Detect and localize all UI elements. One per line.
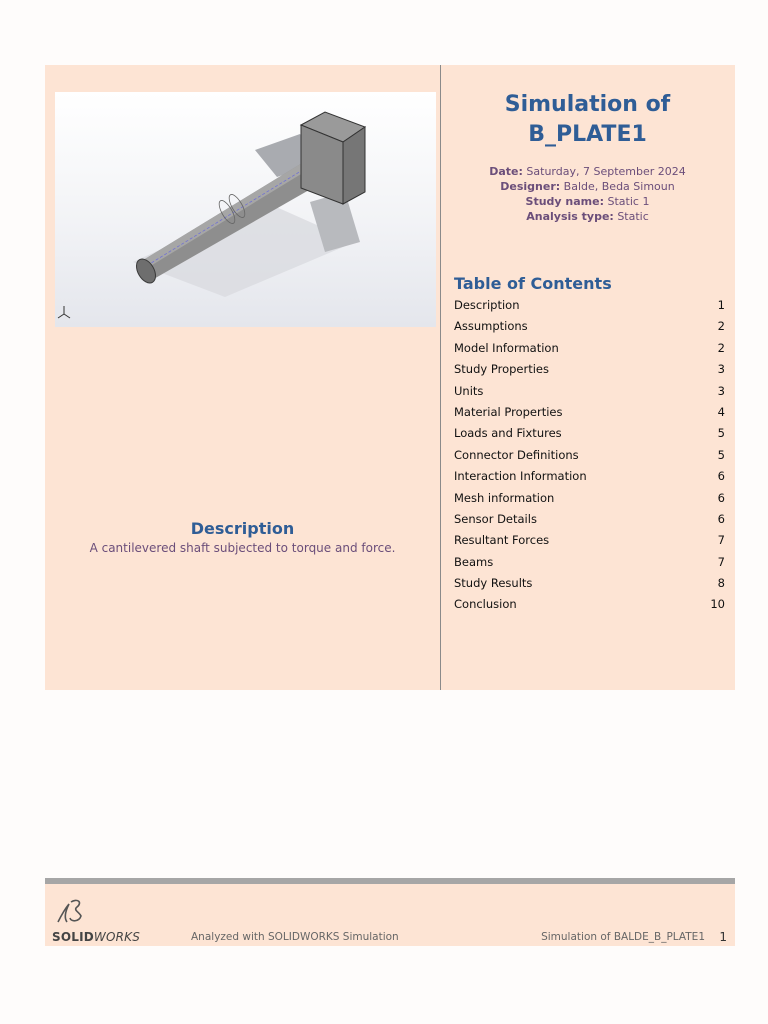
toc-item-page: 5 <box>717 447 725 462</box>
toc-item-label: Resultant Forces <box>454 533 550 548</box>
page-footer <box>45 884 735 946</box>
toc-item-page: 2 <box>717 319 725 334</box>
toc-item-page: 3 <box>717 383 725 398</box>
toc-item-page: 1 <box>717 298 725 312</box>
brand-bold: SOLID <box>52 930 94 944</box>
toc-item-page: 7 <box>717 554 725 569</box>
meta-study-value: Static 1 <box>607 195 650 208</box>
toc-item-label: Connector Definitions <box>454 447 579 462</box>
toc-item[interactable] <box>454 445 725 466</box>
toc-item[interactable] <box>454 573 725 594</box>
toc-item-label: Material Properties <box>454 404 563 419</box>
toc-item[interactable] <box>454 594 725 615</box>
toc-item-label: Study Results <box>454 576 533 591</box>
toc-item-page: 5 <box>717 426 725 441</box>
toc-list <box>454 295 725 616</box>
toc-item[interactable] <box>454 552 725 573</box>
toc-item[interactable] <box>454 295 725 316</box>
meta-analysis <box>440 209 735 224</box>
toc-item-label: Loads and Fixtures <box>454 426 562 441</box>
shaft-model-render <box>55 92 436 327</box>
toc-item-label: Study Properties <box>454 362 549 377</box>
meta-designer <box>440 179 735 194</box>
toc-item-page: 7 <box>717 533 725 548</box>
report-title-text: Simulation of B_PLATE1 <box>504 92 671 147</box>
toc-item-page: 10 <box>710 597 725 612</box>
toc-heading: Table of Contents <box>454 274 612 293</box>
solidworks-brand <box>52 930 140 944</box>
toc-item[interactable] <box>454 338 725 359</box>
footer-document-title: Simulation of BALDE_B_PLATE1 <box>541 931 705 943</box>
toc-item-label: Mesh information <box>454 490 555 505</box>
toc-item-page: 2 <box>717 340 725 355</box>
toc-item[interactable] <box>454 423 725 444</box>
toc-item-page: 4 <box>717 404 725 419</box>
report-cover-panel <box>45 65 735 690</box>
meta-date <box>440 164 735 179</box>
toc-item-page: 6 <box>717 490 725 505</box>
column-divider <box>440 65 441 690</box>
toc-item[interactable] <box>454 509 725 530</box>
toc-item[interactable] <box>454 530 725 551</box>
meta-date-value: Saturday, 7 September 2024 <box>526 165 686 178</box>
toc-item-label: Beams <box>454 554 494 569</box>
toc-item[interactable] <box>454 402 725 423</box>
toc-item-page: 8 <box>717 576 725 591</box>
toc-item-page: 6 <box>717 511 725 526</box>
toc-item-label: Units <box>454 383 484 398</box>
toc-item-label: Conclusion <box>454 597 517 612</box>
toc-item[interactable] <box>454 381 725 402</box>
toc-item-label: Description <box>454 298 520 312</box>
description-text: A cantilevered shaft subjected to torque and force. <box>89 541 396 555</box>
brand-regular: WORKS <box>93 930 141 944</box>
dassault-logo-icon <box>55 896 87 926</box>
toc-item[interactable] <box>454 316 725 337</box>
report-title <box>440 90 735 150</box>
toc-item[interactable] <box>454 466 725 487</box>
meta-analysis-label: Analysis type: <box>526 210 614 223</box>
toc-item-label: Model Information <box>454 340 559 355</box>
toc-item-label: Sensor Details <box>454 511 537 526</box>
analyzed-with-text: Analyzed with SOLIDWORKS Simulation <box>191 931 399 943</box>
meta-study-label: Study name: <box>525 195 604 208</box>
toc-item-label: Interaction Information <box>454 469 587 484</box>
meta-date-label: Date: <box>489 165 523 178</box>
page-number: 1 <box>719 930 727 944</box>
model-preview-image <box>55 92 436 327</box>
toc-item-page: 6 <box>717 469 725 484</box>
report-meta <box>440 164 735 224</box>
meta-analysis-value: Static <box>617 210 649 223</box>
toc-item-page: 3 <box>717 362 725 377</box>
meta-designer-value: Balde, Beda Simoun <box>563 180 675 193</box>
toc-item[interactable] <box>454 359 725 380</box>
meta-designer-label: Designer: <box>500 180 561 193</box>
toc-item-label: Assumptions <box>454 319 528 334</box>
meta-study <box>440 194 735 209</box>
description-heading: Description <box>190 519 295 538</box>
toc-item[interactable] <box>454 488 725 509</box>
